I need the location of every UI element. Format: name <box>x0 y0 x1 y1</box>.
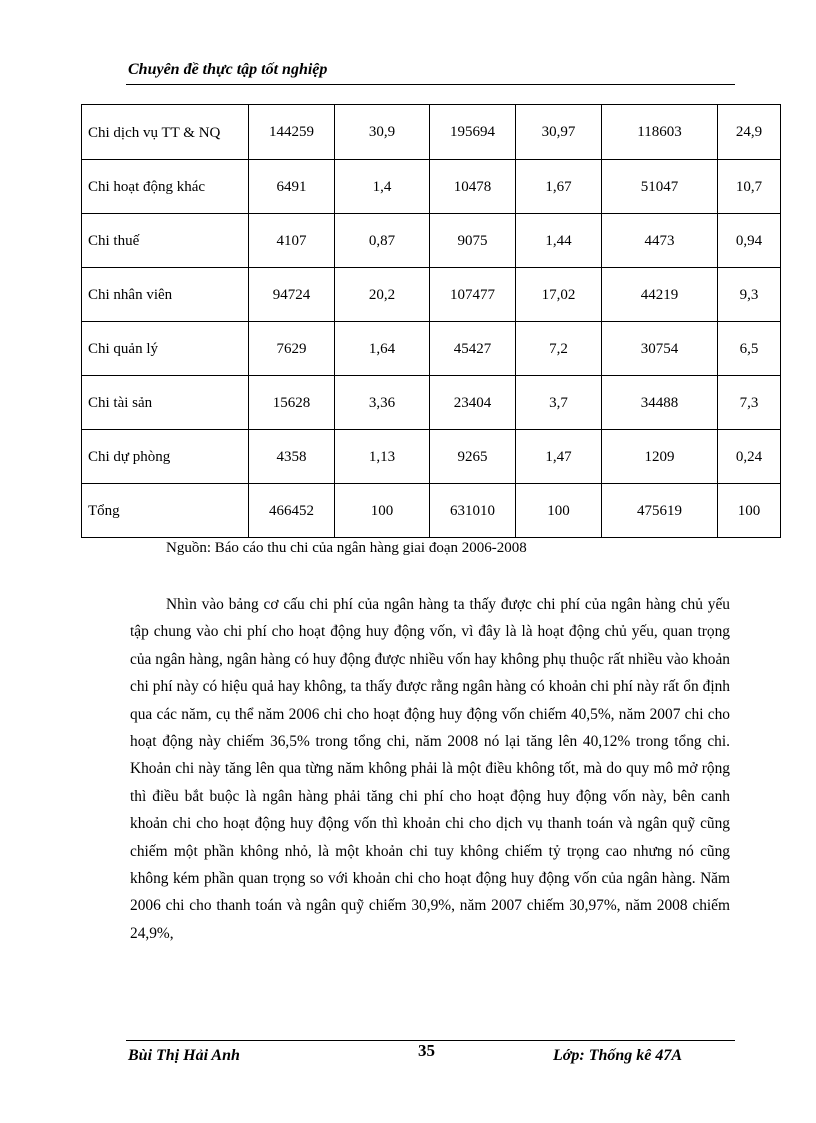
value-2007-cell: 10478 <box>430 160 516 214</box>
percent-2007-cell: 1,44 <box>516 214 602 268</box>
table-row <box>82 160 781 214</box>
value-2007-cell: 23404 <box>430 376 516 430</box>
table-row <box>82 322 781 376</box>
table-row <box>82 105 781 160</box>
percent-2006-cell: 1,13 <box>335 430 430 484</box>
row-label-cell: Chi tài sản <box>82 376 249 430</box>
percent-2008-cell: 24,9 <box>718 105 781 160</box>
value-2007-cell: 107477 <box>430 268 516 322</box>
percent-2008-cell: 10,7 <box>718 160 781 214</box>
table-row <box>82 430 781 484</box>
value-2006-cell: 144259 <box>249 105 335 160</box>
value-2006-cell: 15628 <box>249 376 335 430</box>
value-2007-cell: 9265 <box>430 430 516 484</box>
percent-2007-cell: 1,47 <box>516 430 602 484</box>
row-label-cell: Chi quản lý <box>82 322 249 376</box>
value-2006-cell: 466452 <box>249 484 335 538</box>
percent-2007-cell: 100 <box>516 484 602 538</box>
value-2007-cell: 195694 <box>430 105 516 160</box>
row-label-cell: Chi dự phòng <box>82 430 249 484</box>
footer-class: Lớp: Thống kê 47A <box>553 1047 683 1064</box>
value-2006-cell: 7629 <box>249 322 335 376</box>
table-row <box>82 376 781 430</box>
percent-2006-cell: 3,36 <box>335 376 430 430</box>
table-row <box>82 484 781 538</box>
percent-2008-cell: 9,3 <box>718 268 781 322</box>
value-2006-cell: 4358 <box>249 430 335 484</box>
table-body <box>82 105 781 538</box>
table-row <box>82 214 781 268</box>
value-2007-cell: 631010 <box>430 484 516 538</box>
percent-2006-cell: 100 <box>335 484 430 538</box>
value-2006-cell: 4107 <box>249 214 335 268</box>
percent-2007-cell: 17,02 <box>516 268 602 322</box>
value-2007-cell: 9075 <box>430 214 516 268</box>
percent-2008-cell: 100 <box>718 484 781 538</box>
percent-2006-cell: 0,87 <box>335 214 430 268</box>
page-number: 35 <box>418 1041 435 1060</box>
percent-2006-cell: 30,9 <box>335 105 430 160</box>
percent-2006-cell: 20,2 <box>335 268 430 322</box>
percent-2007-cell: 3,7 <box>516 376 602 430</box>
header-divider <box>126 84 735 85</box>
percent-2007-cell: 30,97 <box>516 105 602 160</box>
page-header-title: Chuyên đề thực tập tốt nghiệp <box>128 61 328 78</box>
footer-author: Bùi Thị Hải Anh <box>128 1047 240 1064</box>
percent-2008-cell: 0,24 <box>718 430 781 484</box>
percent-2008-cell: 6,5 <box>718 322 781 376</box>
percent-2007-cell: 1,67 <box>516 160 602 214</box>
value-2008-cell: 44219 <box>602 268 718 322</box>
value-2008-cell: 1209 <box>602 430 718 484</box>
row-label-cell: Chi nhân viên <box>82 268 249 322</box>
value-2008-cell: 118603 <box>602 105 718 160</box>
percent-2008-cell: 0,94 <box>718 214 781 268</box>
value-2008-cell: 30754 <box>602 322 718 376</box>
table-source-note: Nguồn: Báo cáo thu chi của ngân hàng giai đoạn 2006-2008 <box>166 540 527 556</box>
value-2008-cell: 51047 <box>602 160 718 214</box>
value-2008-cell: 475619 <box>602 484 718 538</box>
value-2006-cell: 94724 <box>249 268 335 322</box>
percent-2006-cell: 1,4 <box>335 160 430 214</box>
row-label-cell: Chi thuế <box>82 214 249 268</box>
percent-2006-cell: 1,64 <box>335 322 430 376</box>
table-row <box>82 268 781 322</box>
value-2007-cell: 45427 <box>430 322 516 376</box>
value-2008-cell: 34488 <box>602 376 718 430</box>
cost-structure-table <box>81 104 781 538</box>
row-label-cell: Tổng <box>82 484 249 538</box>
body-paragraph: Nhìn vào bảng cơ cấu chi phí của ngân hàng ta thấy được chi phí của ngân hàng chủ yếu tập chung vào chi phí cho hoạt động huy động vốn, vì đây là là hoạt động chủ yếu, quan trọng của ngân hàng, ngân hàng có huy động được nhiều vốn hay không phụ thuộc rất nhiều vào khoản chi phí này có hiệu quả hay không, ta thấy được rằng ngân hàng có khoản chi phí này rất ổn định qua các năm, cụ thể năm 2006 chi cho hoạt động huy động vốn chiếm 40,5%, năm 2007 chi cho hoạt động này chiếm 36,5% trong tổng chi, năm 2008 nó lại tăng lên 40,12% trong tổng chi. Khoản chi này tăng lên qua từng năm không phải là một điều không tốt, mà do quy mô mở rộng thì điều bắt buộc là ngân hàng phải tăng chi phí cho hoạt động huy động vốn này, bên canh khoản chi cho hoạt động huy động vốn thì khoản chi cho dịch vụ thanh toán và ngân quỹ cũng chiếm một phần không nhỏ, là một khoản chi tuy không chiếm tỷ trọng cao nhưng nó cũng không kém phần quan trọng so với khoản chi cho hoạt động huy động vốn của ngân hàng. Năm 2006 chi cho thanh toán và ngân quỹ chiếm 30,9%, năm 2007 chiếm 30,97%, năm 2008 chiếm 24,9%, <box>130 596 730 942</box>
row-label-cell: Chi dịch vụ TT & NQ <box>82 105 249 160</box>
value-2008-cell: 4473 <box>602 214 718 268</box>
percent-2008-cell: 7,3 <box>718 376 781 430</box>
row-label-cell: Chi hoạt động khác <box>82 160 249 214</box>
value-2006-cell: 6491 <box>249 160 335 214</box>
percent-2007-cell: 7,2 <box>516 322 602 376</box>
